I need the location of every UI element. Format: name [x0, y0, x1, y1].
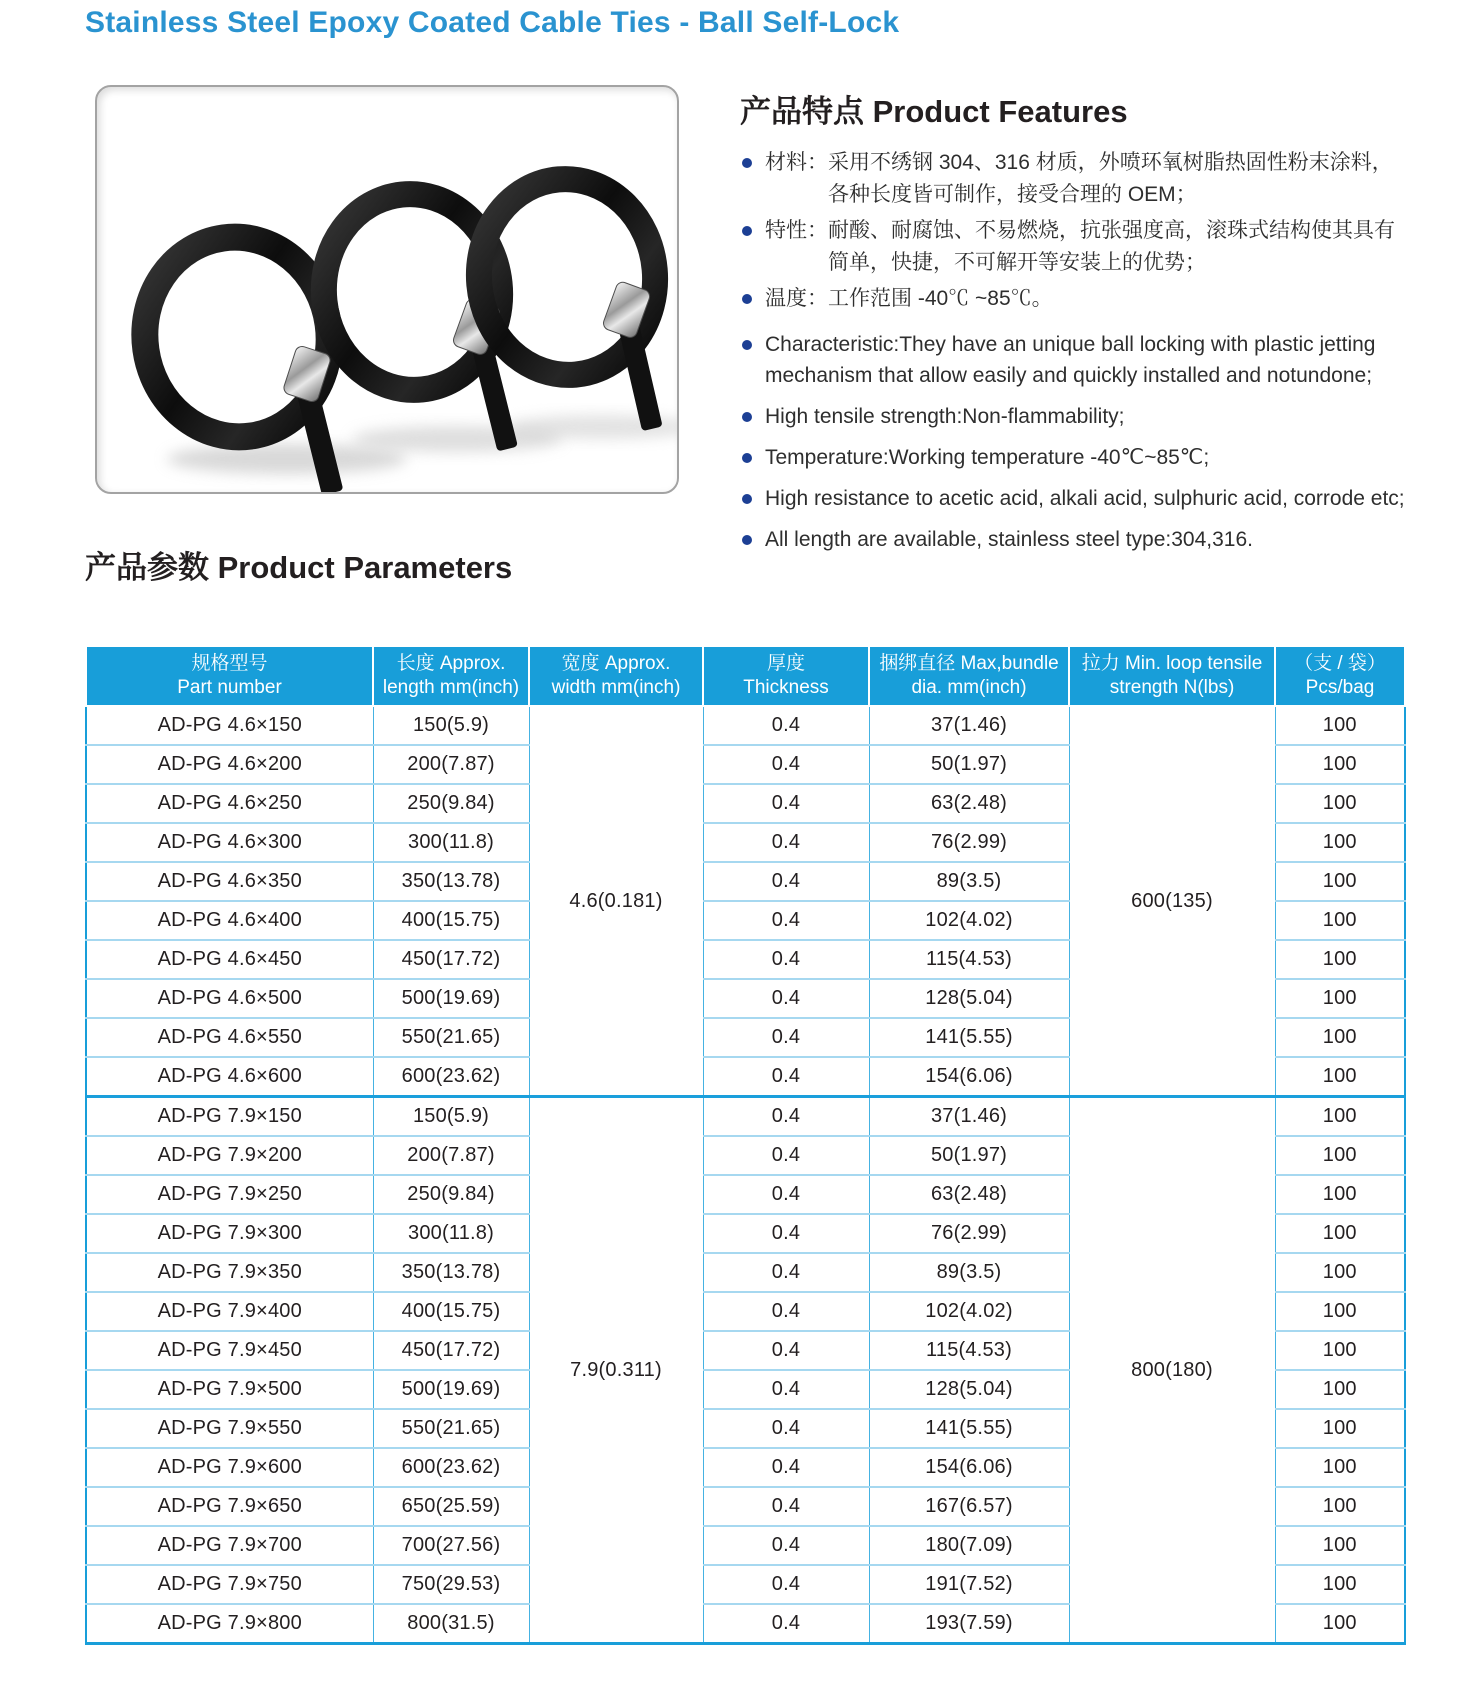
- cell-thickness: 0.4: [703, 979, 869, 1018]
- cell-length: 350(13.78): [373, 862, 529, 901]
- cell-pcs-per-bag: 100: [1275, 1331, 1405, 1370]
- cell-thickness: 0.4: [703, 1526, 869, 1565]
- feature-label: 温度：: [765, 286, 828, 310]
- col-header-thickness: [703, 646, 869, 706]
- cell-part-number: AD-PG 7.9×550: [86, 1409, 373, 1448]
- cell-length: 600(23.62): [373, 1448, 529, 1487]
- cell-length: 250(9.84): [373, 1175, 529, 1214]
- feature-text: 工作范围 -40℃ ~85℃。: [828, 286, 1053, 310]
- cell-length: 400(15.75): [373, 1292, 529, 1331]
- cell-part-number: AD-PG 7.9×250: [86, 1175, 373, 1214]
- col-header-line1: 宽度 Approx.: [561, 652, 671, 674]
- bullet-icon: [742, 412, 752, 422]
- col-header-line2: dia. mm(inch): [911, 677, 1027, 698]
- cell-bundle-dia: 102(4.02): [869, 901, 1069, 940]
- cell-thickness: 0.4: [703, 1448, 869, 1487]
- cell-length: 150(5.9): [373, 1097, 529, 1137]
- cell-bundle-dia: 76(2.99): [869, 1214, 1069, 1253]
- cell-part-number: AD-PG 7.9×700: [86, 1526, 373, 1565]
- cell-thickness: 0.4: [703, 1292, 869, 1331]
- cell-part-number: AD-PG 4.6×300: [86, 823, 373, 862]
- cell-length: 550(21.65): [373, 1018, 529, 1057]
- cell-length: 800(31.5): [373, 1604, 529, 1644]
- cell-bundle-dia: 180(7.09): [869, 1526, 1069, 1565]
- cell-part-number: AD-PG 4.6×200: [86, 745, 373, 784]
- cell-pcs-per-bag: 100: [1275, 823, 1405, 862]
- cell-pcs-per-bag: 100: [1275, 1565, 1405, 1604]
- col-header-bundle-dia: [869, 646, 1069, 706]
- cell-length: 500(19.69): [373, 1370, 529, 1409]
- cell-bundle-dia: 141(5.55): [869, 1018, 1069, 1057]
- cell-pcs-per-bag: 100: [1275, 1253, 1405, 1292]
- feature-text: Characteristic:They have an unique ball locking with plastic jetting mechanism that allow easily and quickly installed and notundone;: [765, 332, 1376, 388]
- features-heading: 产品特点 Product Features: [740, 94, 1128, 129]
- cell-thickness: 0.4: [703, 1331, 869, 1370]
- feature-item: [740, 147, 1408, 211]
- cell-bundle-dia: 76(2.99): [869, 823, 1069, 862]
- cell-pcs-per-bag: 100: [1275, 1136, 1405, 1175]
- cell-length: 400(15.75): [373, 901, 529, 940]
- cell-length: 150(5.9): [373, 706, 529, 745]
- cell-bundle-dia: 141(5.55): [869, 1409, 1069, 1448]
- feature-item: [740, 442, 1408, 474]
- feature-text: All length are available, stainless steel type:304,316.: [765, 528, 1253, 552]
- cell-thickness: 0.4: [703, 1253, 869, 1292]
- col-header-line1: 捆绑直径 Max,bundle: [879, 652, 1059, 674]
- cell-bundle-dia: 115(4.53): [869, 940, 1069, 979]
- cell-part-number: AD-PG 7.9×150: [86, 1097, 373, 1137]
- col-header-part-number: [86, 646, 373, 706]
- cell-pcs-per-bag: 100: [1275, 1018, 1405, 1057]
- feature-item: [740, 524, 1408, 556]
- col-header-line1: （支 / 袋）: [1294, 652, 1386, 674]
- cell-width-merged: 4.6(0.181): [529, 706, 703, 1097]
- feature-label: 材料：: [765, 151, 828, 174]
- cell-pcs-per-bag: 100: [1275, 1370, 1405, 1409]
- cell-part-number: AD-PG 7.9×750: [86, 1565, 373, 1604]
- bullet-icon: [742, 158, 752, 168]
- bullet-icon: [742, 494, 752, 504]
- cell-length: 200(7.87): [373, 745, 529, 784]
- cell-pcs-per-bag: 100: [1275, 784, 1405, 823]
- cell-length: 300(11.8): [373, 823, 529, 862]
- bullet-icon: [742, 294, 752, 304]
- cell-pcs-per-bag: 100: [1275, 1409, 1405, 1448]
- feature-text: Temperature:Working temperature -40℃~85℃;: [765, 446, 1210, 470]
- cell-part-number: AD-PG 4.6×150: [86, 706, 373, 745]
- cell-pcs-per-bag: 100: [1275, 745, 1405, 784]
- bullet-icon: [742, 535, 752, 545]
- cell-thickness: 0.4: [703, 706, 869, 745]
- cell-thickness: 0.4: [703, 1604, 869, 1644]
- cell-pcs-per-bag: 100: [1275, 1214, 1405, 1253]
- col-header-line2: Pcs/bag: [1305, 677, 1375, 698]
- cell-length: 300(11.8): [373, 1214, 529, 1253]
- cell-length: 250(9.84): [373, 784, 529, 823]
- product-parameters-table: [85, 645, 1406, 1645]
- cell-length: 600(23.62): [373, 1057, 529, 1097]
- features-list-cn: [740, 147, 1408, 315]
- cell-part-number: AD-PG 7.9×800: [86, 1604, 373, 1644]
- cell-pcs-per-bag: 100: [1275, 1526, 1405, 1565]
- cell-part-number: AD-PG 7.9×500: [86, 1370, 373, 1409]
- cell-length: 550(21.65): [373, 1409, 529, 1448]
- cell-bundle-dia: 63(2.48): [869, 784, 1069, 823]
- col-header-line1: 厚度: [766, 652, 805, 674]
- cell-part-number: AD-PG 4.6×250: [86, 784, 373, 823]
- cell-pcs-per-bag: 100: [1275, 1487, 1405, 1526]
- feature-item: [740, 483, 1408, 515]
- bullet-icon: [742, 340, 752, 350]
- col-header-width: [529, 646, 703, 706]
- cell-part-number: AD-PG 7.9×650: [86, 1487, 373, 1526]
- table-row: [86, 1097, 1405, 1137]
- cell-thickness: 0.4: [703, 1487, 869, 1526]
- features-panel: [740, 86, 1408, 565]
- cell-pcs-per-bag: 100: [1275, 979, 1405, 1018]
- cell-bundle-dia: 167(6.57): [869, 1487, 1069, 1526]
- col-header-line2: strength N(lbs): [1109, 677, 1235, 698]
- cell-pcs-per-bag: 100: [1275, 1448, 1405, 1487]
- cell-bundle-dia: 89(3.5): [869, 862, 1069, 901]
- cell-part-number: AD-PG 7.9×300: [86, 1214, 373, 1253]
- cell-bundle-dia: 37(1.46): [869, 1097, 1069, 1137]
- cell-length: 650(25.59): [373, 1487, 529, 1526]
- cell-width-merged: 7.9(0.311): [529, 1097, 703, 1644]
- feature-text: 采用不绣钢 304、316 材质，外喷环氧树脂热固性粉末涂料，各种长度皆可制作，接受合理的 OEM；: [828, 151, 1393, 206]
- cell-part-number: AD-PG 7.9×400: [86, 1292, 373, 1331]
- col-header-line2: Thickness: [743, 677, 829, 698]
- cell-length: 200(7.87): [373, 1136, 529, 1175]
- table-row: [86, 706, 1405, 745]
- cell-part-number: AD-PG 4.6×550: [86, 1018, 373, 1057]
- cable-ties-illustration: [97, 87, 677, 492]
- cell-length: 450(17.72): [373, 940, 529, 979]
- col-header-line2: width mm(inch): [551, 677, 681, 698]
- cell-part-number: AD-PG 7.9×600: [86, 1448, 373, 1487]
- bullet-icon: [742, 226, 752, 236]
- cell-strength-merged: 600(135): [1069, 706, 1275, 1097]
- cell-pcs-per-bag: 100: [1275, 862, 1405, 901]
- feature-text: High tensile strength:Non-flammability;: [765, 405, 1125, 429]
- col-header-line1: 长度 Approx.: [396, 652, 506, 674]
- cell-pcs-per-bag: 100: [1275, 940, 1405, 979]
- cell-bundle-dia: 128(5.04): [869, 1370, 1069, 1409]
- cell-part-number: AD-PG 4.6×600: [86, 1057, 373, 1097]
- table-head: [86, 646, 1405, 706]
- cell-thickness: 0.4: [703, 862, 869, 901]
- parameters-heading: 产品参数 Product Parameters: [85, 550, 513, 585]
- cell-bundle-dia: 115(4.53): [869, 1331, 1069, 1370]
- cell-bundle-dia: 50(1.97): [869, 745, 1069, 784]
- table-header-row: [86, 646, 1405, 706]
- col-header-line1: 规格型号: [191, 652, 268, 674]
- cell-thickness: 0.4: [703, 1136, 869, 1175]
- col-header-pcs-per-bag: [1275, 646, 1405, 706]
- col-header-length: [373, 646, 529, 706]
- feature-item: [740, 401, 1408, 433]
- cell-pcs-per-bag: 100: [1275, 1097, 1405, 1137]
- cell-thickness: 0.4: [703, 1057, 869, 1097]
- cell-thickness: 0.4: [703, 784, 869, 823]
- cell-bundle-dia: 50(1.97): [869, 1136, 1069, 1175]
- col-header-line2: Part number: [177, 677, 282, 698]
- cell-thickness: 0.4: [703, 745, 869, 784]
- cell-pcs-per-bag: 100: [1275, 1604, 1405, 1644]
- cell-length: 350(13.78): [373, 1253, 529, 1292]
- feature-text: High resistance to acetic acid, alkali acid, sulphuric acid, corrode etc;: [765, 487, 1405, 511]
- cell-bundle-dia: 102(4.02): [869, 1292, 1069, 1331]
- cell-pcs-per-bag: 100: [1275, 901, 1405, 940]
- cell-thickness: 0.4: [703, 823, 869, 862]
- cell-part-number: AD-PG 7.9×450: [86, 1331, 373, 1370]
- feature-text: 耐酸、耐腐蚀、不易燃烧，抗张强度高，滚珠式结构使其具有简单，快捷，不可解开等安装上的优势；: [828, 218, 1395, 274]
- cell-thickness: 0.4: [703, 1175, 869, 1214]
- cell-length: 750(29.53): [373, 1565, 529, 1604]
- cell-thickness: 0.4: [703, 1565, 869, 1604]
- features-list-en: [740, 329, 1408, 556]
- cell-length: 450(17.72): [373, 1331, 529, 1370]
- cell-bundle-dia: 128(5.04): [869, 979, 1069, 1018]
- cell-bundle-dia: 89(3.5): [869, 1253, 1069, 1292]
- cell-bundle-dia: 37(1.46): [869, 706, 1069, 745]
- feature-item: [740, 215, 1408, 279]
- cell-thickness: 0.4: [703, 940, 869, 979]
- cell-bundle-dia: 193(7.59): [869, 1604, 1069, 1644]
- cell-thickness: 0.4: [703, 1370, 869, 1409]
- feature-item: [740, 283, 1408, 315]
- cell-thickness: 0.4: [703, 1214, 869, 1253]
- cell-part-number: AD-PG 4.6×350: [86, 862, 373, 901]
- feature-item: [740, 329, 1408, 393]
- cell-pcs-per-bag: 100: [1275, 1292, 1405, 1331]
- cell-part-number: AD-PG 4.6×500: [86, 979, 373, 1018]
- table-body: [86, 706, 1405, 1644]
- cell-pcs-per-bag: 100: [1275, 1175, 1405, 1214]
- cell-strength-merged: 800(180): [1069, 1097, 1275, 1644]
- cell-length: 500(19.69): [373, 979, 529, 1018]
- cell-pcs-per-bag: 100: [1275, 1057, 1405, 1097]
- cell-part-number: AD-PG 4.6×450: [86, 940, 373, 979]
- cell-thickness: 0.4: [703, 1097, 869, 1137]
- col-header-line1: 拉力 Min. loop tensile: [1081, 652, 1263, 674]
- cell-bundle-dia: 191(7.52): [869, 1565, 1069, 1604]
- col-header-tensile-strength: [1069, 646, 1275, 706]
- cell-bundle-dia: 154(6.06): [869, 1448, 1069, 1487]
- page-title: Stainless Steel Epoxy Coated Cable Ties - Ball Self-Lock: [85, 6, 900, 39]
- cell-pcs-per-bag: 100: [1275, 706, 1405, 745]
- cell-thickness: 0.4: [703, 901, 869, 940]
- product-image: [95, 85, 679, 494]
- cell-bundle-dia: 154(6.06): [869, 1057, 1069, 1097]
- cell-thickness: 0.4: [703, 1409, 869, 1448]
- cell-thickness: 0.4: [703, 1018, 869, 1057]
- cell-part-number: AD-PG 4.6×400: [86, 901, 373, 940]
- cell-part-number: AD-PG 7.9×350: [86, 1253, 373, 1292]
- bullet-icon: [742, 453, 752, 463]
- col-header-line2: length mm(inch): [382, 677, 520, 698]
- cell-bundle-dia: 63(2.48): [869, 1175, 1069, 1214]
- cell-part-number: AD-PG 7.9×200: [86, 1136, 373, 1175]
- feature-label: 特性：: [765, 218, 828, 242]
- cell-length: 700(27.56): [373, 1526, 529, 1565]
